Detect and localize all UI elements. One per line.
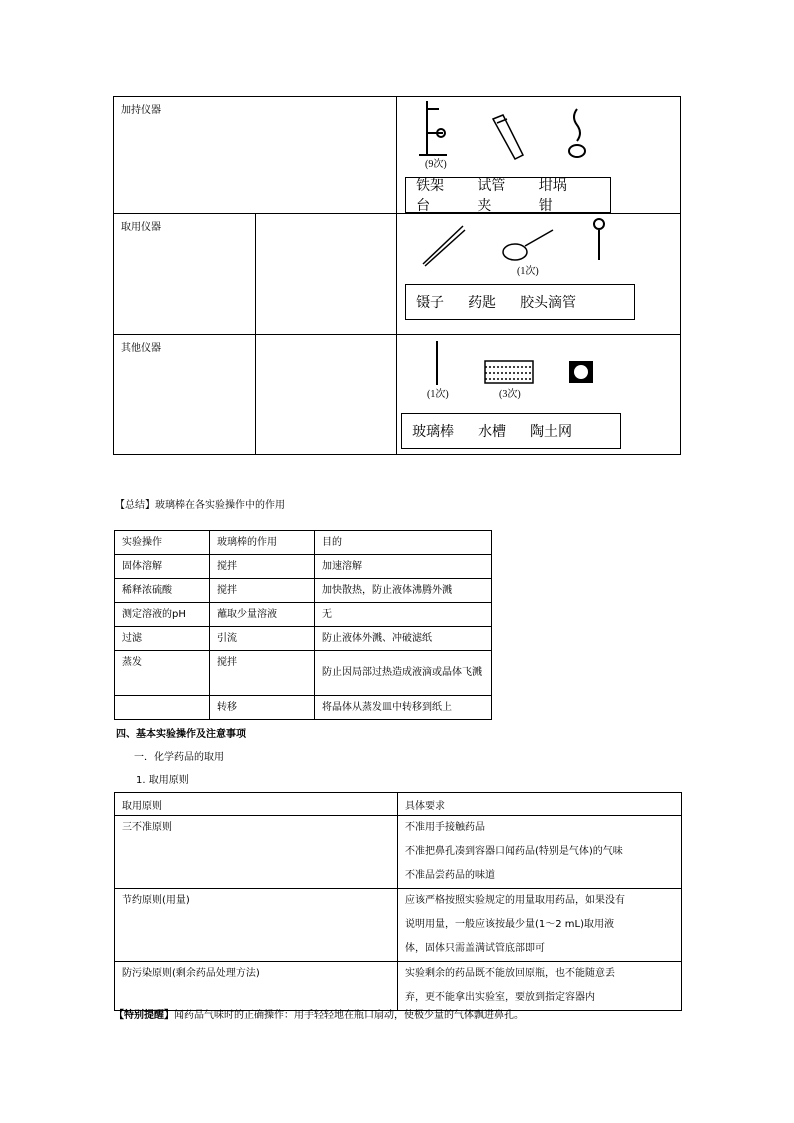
row-label: 其他仪器 [114, 335, 256, 455]
caption-tweezers: 镊子 [416, 295, 445, 311]
caption-iron-stand: 铁架台 [416, 178, 445, 214]
table-cell: 防止液体外溅、冲破滤纸 [315, 627, 492, 651]
requirement-line: 弃，更不能拿出实验室，要放到指定容器内 [405, 992, 595, 1003]
caption-box [405, 177, 611, 213]
special-tip [114, 1006, 524, 1021]
table-row [115, 651, 492, 696]
tip-text: 闻药品气味时的正确操作：用手轻轻地在瓶口扇动，使极少量的气体飘进鼻孔。 [174, 1010, 524, 1021]
tip-label: 【特别提醒】 [114, 1010, 174, 1021]
table-row [115, 962, 682, 1011]
test-tube-clamp-icon [493, 115, 523, 159]
header-cell: 取用原则 [115, 793, 398, 816]
iron-stand-icon [419, 101, 447, 155]
table-cell: 加速溶解 [315, 555, 492, 579]
principles-table [114, 792, 682, 1011]
instrument-pictures [397, 214, 681, 335]
table-cell: 稀释浓硫酸 [115, 579, 210, 603]
table-cell: 蘸取少量溶液 [210, 603, 315, 627]
count-label: (1次) [427, 389, 449, 400]
table-cell: 无 [315, 603, 492, 627]
header-cell: 玻璃棒的作用 [210, 531, 315, 555]
table-cell: 过滤 [115, 627, 210, 651]
count-label: (1次) [517, 266, 539, 277]
table-cell: 三不准原则 [115, 816, 398, 889]
count-label: (3次) [499, 389, 521, 400]
summary-title: 【总结】玻璃棒在各实验操作中的作用 [115, 500, 285, 511]
caption-crucible-tongs: 坩埚钳 [538, 178, 567, 214]
table-cell [115, 696, 210, 720]
table-header-row [115, 531, 492, 555]
ceramic-gauze-icon [569, 361, 593, 383]
table-cell: 搅拌 [210, 651, 315, 696]
table-cell: 搅拌 [210, 555, 315, 579]
requirement-line: 不准品尝药品的味道 [405, 870, 495, 881]
table-cell: 蒸发 [115, 651, 210, 696]
requirement-line: 应该严格按照实验规定的用量取用药品，如果没有 [405, 895, 625, 906]
caption-test-tube-clamp: 试管夹 [477, 178, 506, 214]
crucible-tongs-icon [569, 109, 585, 157]
header-cell: 具体要求 [398, 793, 682, 816]
caption-glass-rod: 玻璃棒 [412, 424, 455, 440]
tweezers-icon [423, 226, 465, 266]
empty-cell [255, 214, 397, 335]
instrument-pictures [397, 335, 681, 455]
table-cell: 防止因局部过热造成液滴或晶体飞溅 [315, 651, 492, 696]
table-cell: 加快散热，防止液体沸腾外溅 [315, 579, 492, 603]
table-row [115, 696, 492, 720]
table-row [115, 603, 492, 627]
table-cell: 将晶体从蒸发皿中转移到纸上 [315, 696, 492, 720]
caption-box [401, 413, 621, 449]
caption-box [405, 284, 635, 320]
dropper-icon [594, 219, 604, 260]
header-cell: 实验操作 [115, 531, 210, 555]
row-label: 取用仪器 [114, 214, 256, 335]
header-cell: 目的 [315, 531, 492, 555]
count-label: (9次) [425, 159, 447, 170]
table-cell: 节约原则(用量) [115, 889, 398, 962]
caption-spoon: 药匙 [468, 295, 497, 311]
caption-dropper: 胶头滴管 [520, 295, 577, 311]
table-row [115, 555, 492, 579]
table-row [115, 627, 492, 651]
row-label: 加持仪器 [114, 97, 397, 214]
table-row [115, 889, 682, 962]
caption-water-trough: 水槽 [478, 424, 507, 440]
table-cell [398, 889, 682, 962]
requirement-line: 不准用手接触药品 [405, 822, 485, 833]
subsection-heading: 一．化学药品的取用 [134, 752, 224, 763]
table-header-row [115, 793, 682, 816]
table-cell: 搅拌 [210, 579, 315, 603]
table-cell: 转移 [210, 696, 315, 720]
table-cell: 引流 [210, 627, 315, 651]
table-cell: 测定溶液的pH [115, 603, 210, 627]
requirement-line: 说明用量，一般应该按最少量(1～2 mL)取用液 [405, 919, 615, 930]
table-cell [398, 962, 682, 1011]
table-row [115, 816, 682, 889]
requirement-line: 实验剩余的药品既不能放回原瓶，也不能随意丢 [405, 968, 615, 979]
water-trough-icon [485, 361, 533, 383]
table-cell [398, 816, 682, 889]
caption-ceramic-gauze: 陶土网 [530, 424, 573, 440]
instrument-table [113, 96, 681, 455]
glass-rod-table [114, 530, 492, 720]
item-heading: 1. 取用原则 [136, 775, 189, 786]
section-heading: 四、基本实验操作及注意事项 [116, 729, 246, 740]
table-cell: 防污染原则(剩余药品处理方法) [115, 962, 398, 1011]
empty-cell [255, 335, 397, 455]
spoon-icon [503, 230, 553, 260]
table-row [115, 579, 492, 603]
requirement-line: 体，固体只需盖满试管底部即可 [405, 943, 545, 954]
instrument-pictures [397, 97, 681, 214]
table-cell: 固体溶解 [115, 555, 210, 579]
requirement-line: 不准把鼻孔凑到容器口闻药品(特别是气体)的气味 [405, 846, 623, 857]
